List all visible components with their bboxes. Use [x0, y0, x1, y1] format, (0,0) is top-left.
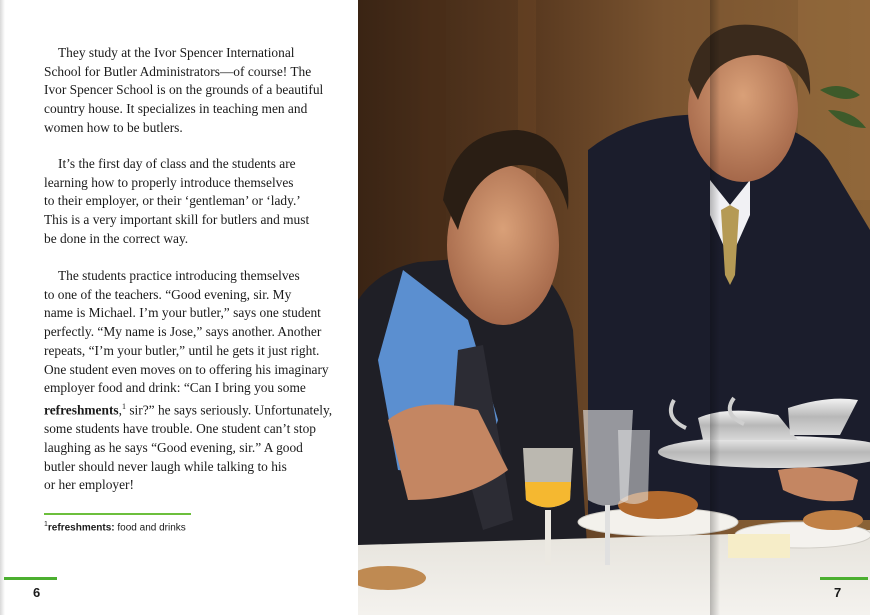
vocab-word: refreshments [44, 402, 119, 418]
right-page [358, 0, 870, 615]
footnote-marker: 1 [121, 401, 126, 411]
paragraph-3: The students practice introducing themselves to one of the teachers. “Good evening, sir. My name is Michael. I’m your butler,” says one student perfectly. “My name is Jose,” says another. Another repeats, “I’m your butler,” until he gets it just right. One student even moves on to offering his imaginary employer food and drink: “Can I bring you some refreshments,$^1$ sir?” he says seriously. Unfortunately, some students have trouble. One student can’t stop laughing as he says “Good evening, sir.” A good butler should never laugh while talking to his or her employer! [44, 268, 333, 493]
butler-class-photo [358, 0, 870, 615]
footnote [44, 521, 186, 533]
paragraph-line: some students have trouble. One student can’t stop [44, 421, 316, 437]
paragraph-line: One student even moves on to offering his imaginary [44, 361, 329, 377]
paragraph-line: be done in the correct way. [44, 230, 189, 246]
page-number-rule [4, 577, 57, 580]
footnote-definition: food and drinks [114, 522, 186, 534]
page-edge-shadow [0, 0, 5, 615]
paragraph-line: It’s the first day of class and the students are [58, 156, 296, 171]
page-number-rule [820, 577, 868, 580]
paragraph-line: country house. It specializes in teaching men and [44, 101, 308, 117]
footnote-term: refreshments: [47, 522, 115, 534]
left-page [0, 0, 358, 615]
paragraph-line: They study at the Ivor Spencer International [58, 45, 295, 60]
paragraph-line: This is a very important skill for butlers and must [44, 212, 310, 228]
footnote-rule [44, 513, 191, 515]
paragraph-line: laughing as he says “Good evening, sir.” A good [44, 439, 303, 455]
paragraph-line: perfectly. “My name is Jose,” says another. Another [44, 324, 322, 340]
paragraph-line: women how to be butlers. [44, 119, 183, 135]
paragraph-line: name is Michael. I’m your butler,” says one student [44, 305, 321, 321]
gutter-shadow [710, 0, 720, 615]
paragraph-line: repeats, “I’m your butler,” until he gets it just right. [44, 342, 320, 358]
paragraph-line: Ivor Spencer School is on the grounds of a beautiful [44, 82, 324, 98]
paragraph-line: School for Butler Administrators—of course! The [44, 63, 312, 79]
page-number-right: 7 [834, 585, 842, 600]
paragraph-line: sir?” he says seriously. Unfortunately, [125, 402, 333, 418]
page-number-left: 6 [33, 585, 41, 600]
paragraph-line: butler should never laugh while talking to his [44, 458, 287, 474]
paragraph-1 [44, 44, 344, 138]
paragraph-2 [44, 155, 344, 249]
paragraph-line: to one of the teachers. “Good evening, sir. My [44, 286, 292, 302]
paragraph-line: learning how to properly introduce themselves [44, 174, 294, 190]
paragraph-line: employer food and drink: “Can I bring you some [44, 380, 306, 396]
paragraph-line: or her employer! [44, 477, 134, 493]
paragraph-line: The students practice introducing themselves [58, 268, 300, 283]
paragraph-line: to their employer, or their ‘gentleman’ or ‘lady.’ [44, 193, 301, 209]
footnote-number: 1 [44, 521, 48, 528]
